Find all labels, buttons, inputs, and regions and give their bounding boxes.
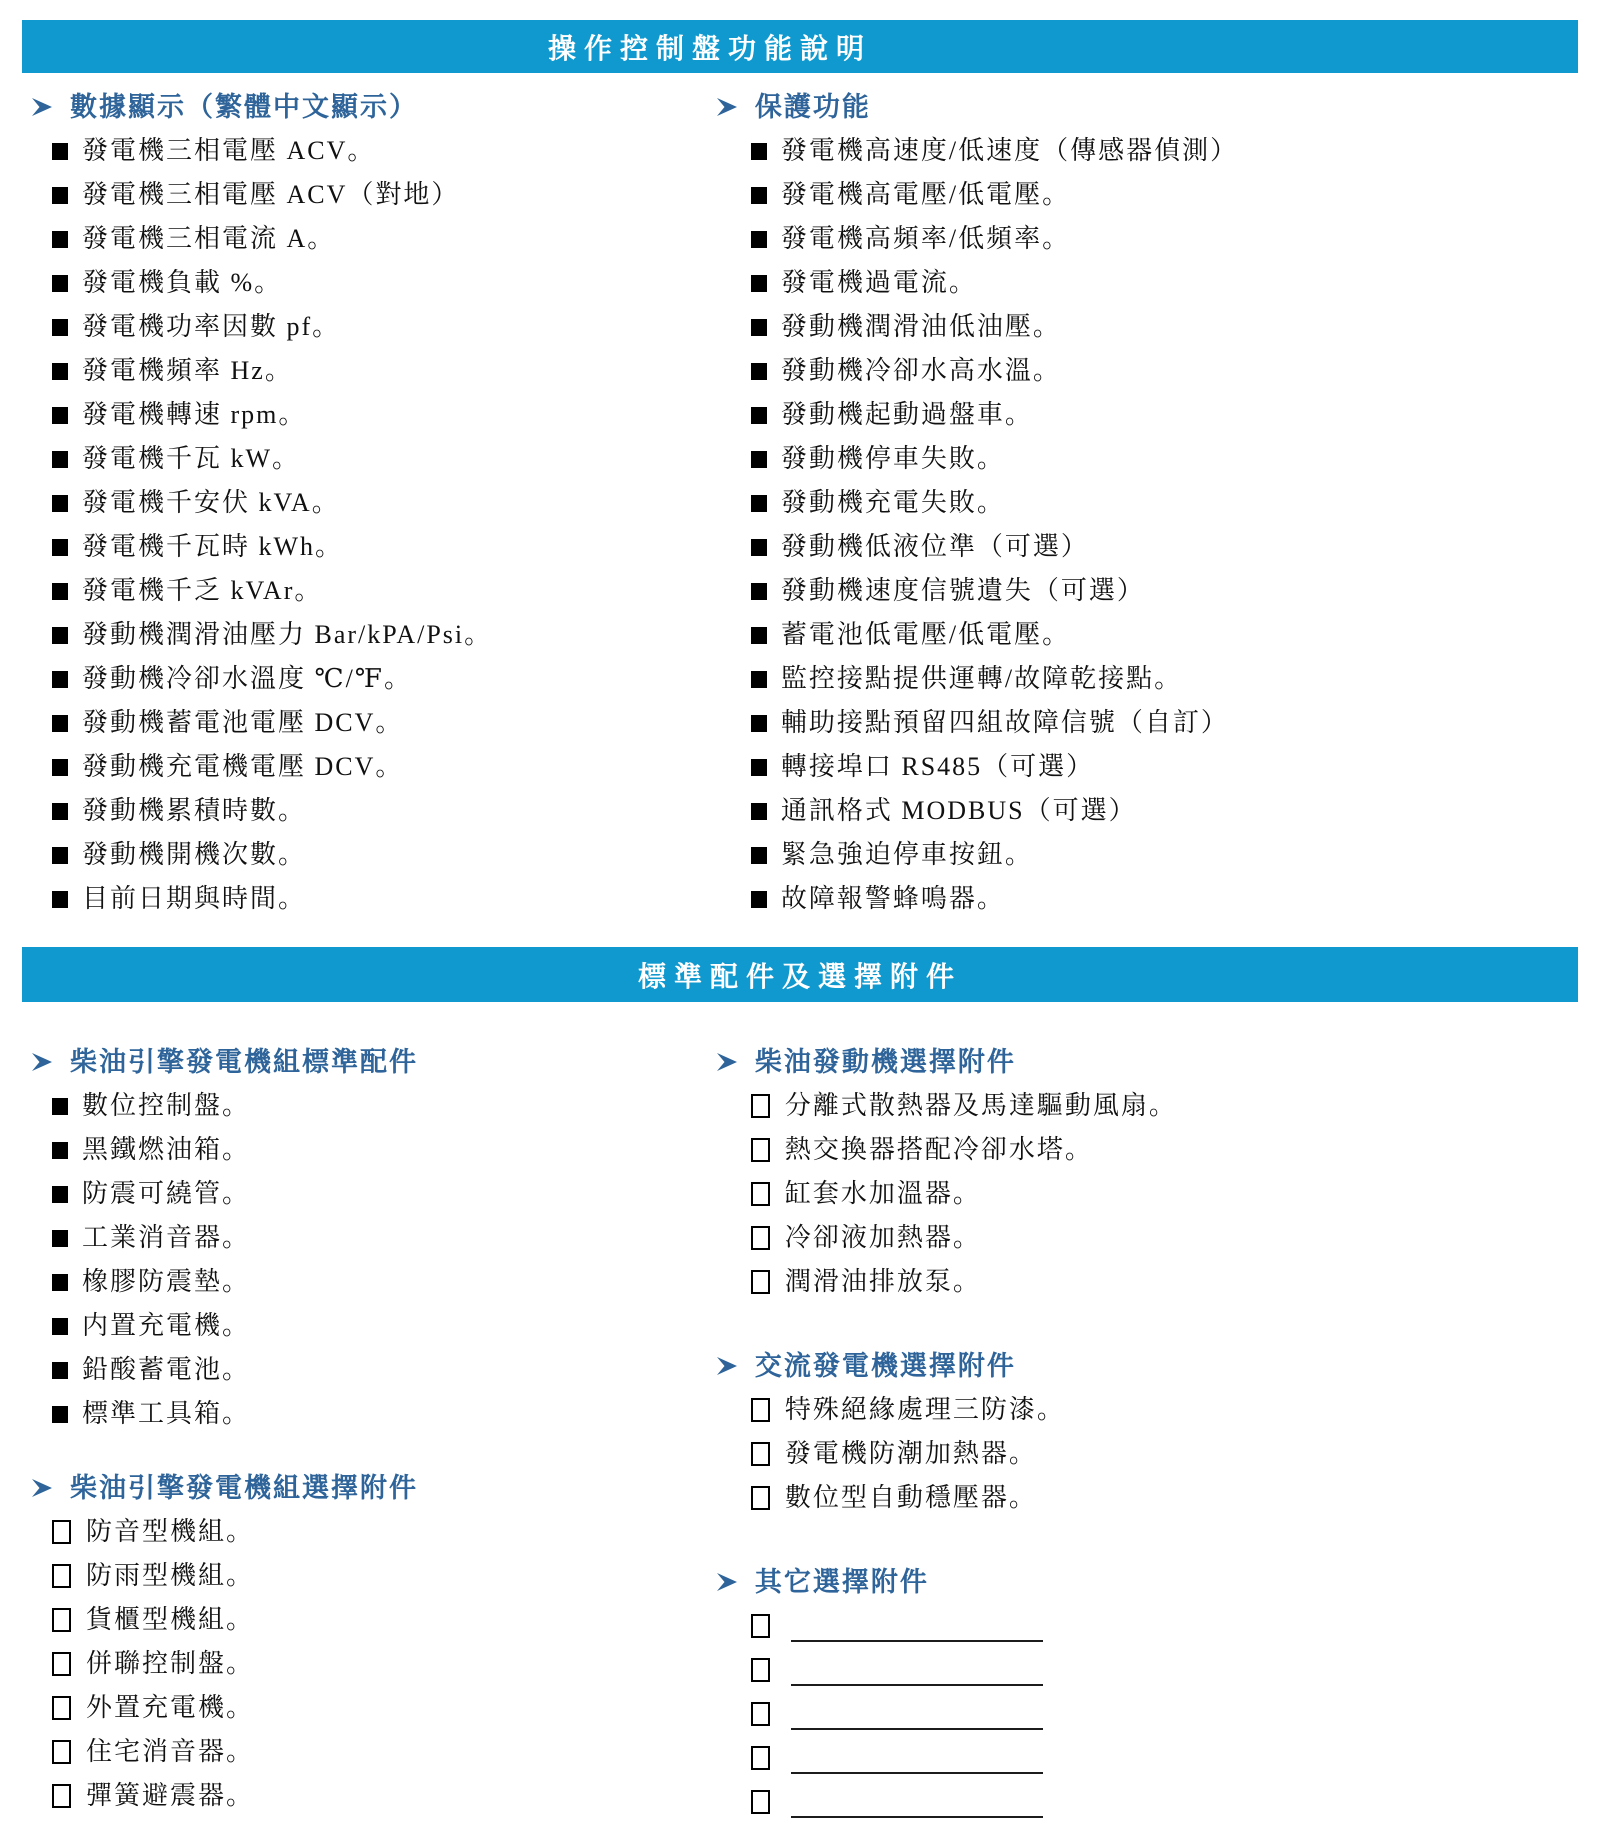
option-checkbox[interactable] [751,1614,770,1638]
filled-square-bullet-icon [52,1362,68,1379]
filled-square-bullet-icon [52,451,68,468]
filled-square-bullet-icon [52,627,68,644]
item-label: 發動機潤滑油壓力 Bar/kPA/Psi。 [82,620,493,649]
blank-fill-line[interactable] [791,1654,1043,1686]
filled-square-bullet-icon [52,275,68,292]
list-item [52,261,715,305]
list-item-blank [751,1648,1576,1692]
item-label: 發電機三相電壓 ACV。 [82,136,376,165]
list-item [751,437,1576,481]
list-item [52,1304,715,1348]
arrow-bullet-icon [715,1570,739,1594]
item-label: 内置充電機。 [82,1311,251,1340]
option-checkbox[interactable] [52,1608,71,1632]
item-label: 外置充電機。 [86,1693,255,1722]
list-item [52,129,715,173]
option-checkbox[interactable] [751,1094,770,1118]
item-label: 發動機停車失敗。 [780,444,1005,473]
filled-square-bullet-icon [52,231,68,248]
item-list [30,1510,715,1818]
item-label: 發電機防潮加熱器。 [784,1439,1037,1468]
arrow-bullet-icon [30,1050,54,1074]
item-label: 潤滑油排放泵。 [784,1267,981,1296]
arrow-bullet-icon [30,1476,54,1500]
option-checkbox[interactable] [52,1520,71,1544]
feature-group [715,1040,1576,1304]
list-item-blank [751,1604,1576,1648]
filled-square-bullet-icon [52,759,68,776]
item-label: 工業消音器。 [82,1223,251,1252]
option-checkbox[interactable] [751,1658,770,1682]
filled-square-bullet-icon [751,319,767,336]
section2-content [0,1002,1600,1824]
section2-title: 標準配件及選擇附件 [637,961,962,993]
list-item [751,525,1576,569]
option-checkbox[interactable] [52,1564,71,1588]
item-label: 發動機起動過盤車。 [780,400,1033,429]
item-label: 防雨型機組。 [86,1561,255,1590]
item-label: 故障報警蜂鳴器。 [780,884,1005,913]
list-item [751,569,1576,613]
item-label: 發動機充電失敗。 [780,488,1005,517]
feature-group [30,85,715,921]
list-item [52,1348,715,1392]
list-item [52,1554,715,1598]
filled-square-bullet-icon [751,583,767,600]
item-label: 發動機冷卻水溫度 ℃/℉。 [82,664,413,693]
list-item [751,701,1576,745]
list-item [52,1084,715,1128]
list-item [751,789,1576,833]
item-list [715,129,1576,921]
filled-square-bullet-icon [52,891,68,908]
group-heading [30,1466,715,1510]
item-label: 目前日期與時間。 [82,884,307,913]
list-item [52,1774,715,1818]
list-item [52,305,715,349]
list-item [751,1260,1576,1304]
group-heading [30,1040,715,1084]
list-item [52,1642,715,1686]
filled-square-bullet-icon [52,539,68,556]
list-item [52,525,715,569]
arrow-bullet-icon [715,1354,739,1378]
list-item [52,1392,715,1436]
item-list [715,1604,1576,1824]
list-item [751,1432,1576,1476]
filled-square-bullet-icon [52,803,68,820]
item-label: 發電機千瓦時 kWh。 [82,532,344,561]
option-checkbox[interactable] [751,1182,770,1206]
option-checkbox[interactable] [52,1784,71,1808]
feature-group [30,1466,715,1818]
item-label: 轉接埠口 RS485（可選） [780,752,1095,781]
filled-square-bullet-icon [751,715,767,732]
item-label: 彈簧避震器。 [86,1781,255,1810]
list-item [751,481,1576,525]
list-item-blank [751,1692,1576,1736]
list-item [751,657,1576,701]
list-item [52,569,715,613]
feature-group [715,85,1576,921]
filled-square-bullet-icon [52,187,68,204]
option-checkbox[interactable] [751,1398,770,1422]
filled-square-bullet-icon [52,1230,68,1247]
list-item [751,393,1576,437]
group-heading-label: 柴油發動機選擇附件 [754,1047,1016,1077]
item-label: 發電機頻率 Hz。 [82,356,293,385]
group-heading [715,1560,1576,1604]
blank-fill-line[interactable] [791,1698,1043,1730]
list-item [52,1510,715,1554]
list-item [751,1084,1576,1128]
blank-fill-line[interactable] [791,1786,1043,1818]
filled-square-bullet-icon [751,803,767,820]
item-label: 缸套水加溫器。 [784,1179,981,1208]
list-item [751,217,1576,261]
item-label: 發電機負載 %。 [82,268,283,297]
filled-square-bullet-icon [751,363,767,380]
blank-fill-line[interactable] [791,1610,1043,1642]
group-heading-label: 柴油引擎發電機組標準配件 [70,1047,418,1077]
blank-fill-line[interactable] [791,1742,1043,1774]
list-item [751,261,1576,305]
filled-square-bullet-icon [52,1318,68,1335]
item-label: 併聯控制盤。 [86,1649,255,1678]
item-label: 緊急強迫停車按鈕。 [780,840,1033,869]
list-item [751,349,1576,393]
filled-square-bullet-icon [751,231,767,248]
filled-square-bullet-icon [751,891,767,908]
filled-square-bullet-icon [751,495,767,512]
item-label: 發動機蓄電池電壓 DCV。 [82,708,404,737]
list-item [751,129,1576,173]
arrow-bullet-icon [715,95,739,119]
item-label: 通訊格式 MODBUS（可選） [780,796,1137,825]
item-label: 發電機功率因數 pf。 [82,312,341,341]
item-label: 鉛酸蓄電池。 [82,1355,251,1384]
option-checkbox[interactable] [52,1652,71,1676]
filled-square-bullet-icon [751,143,767,160]
option-checkbox[interactable] [751,1746,770,1770]
item-label: 標準工具箱。 [82,1399,251,1428]
list-item-blank [751,1736,1576,1780]
filled-square-bullet-icon [751,275,767,292]
item-label: 發動機充電機電壓 DCV。 [82,752,404,781]
feature-group [715,1560,1576,1824]
list-item [52,877,715,921]
group-heading [715,85,1576,129]
option-checkbox[interactable] [751,1702,770,1726]
item-label: 發動機速度信號遺失（可選） [780,576,1145,605]
filled-square-bullet-icon [751,671,767,688]
item-label: 數位型自動穩壓器。 [784,1483,1037,1512]
item-label: 防音型機組。 [86,1517,255,1546]
item-label: 發電機千瓦 kW。 [82,444,301,473]
section1-title-bar [22,20,1578,73]
item-label: 發電機高電壓/低電壓。 [780,180,1071,209]
item-label: 防震可繞管。 [82,1179,251,1208]
item-label: 冷卻液加熱器。 [784,1223,981,1252]
item-label: 特殊絕緣處理三防漆。 [784,1395,1065,1424]
option-checkbox[interactable] [751,1138,770,1162]
option-checkbox[interactable] [751,1226,770,1250]
list-item [751,1128,1576,1172]
item-list [715,1084,1576,1304]
list-item [52,349,715,393]
item-label: 發動機低液位準（可選） [780,532,1089,561]
item-label: 橡膠防震墊。 [82,1267,251,1296]
item-list [715,1388,1576,1520]
list-item [751,613,1576,657]
item-label: 發電機三相電壓 ACV（對地） [82,180,460,209]
group-heading-label: 數據顯示（繁體中文顯示） [70,92,418,122]
item-label: 熱交換器搭配冷卻水塔。 [784,1135,1093,1164]
list-item [52,173,715,217]
section1-title: 操作控制盤功能說明 [547,33,872,65]
arrow-bullet-icon [715,1050,739,1074]
list-item [751,745,1576,789]
item-label: 發電機千安伏 kVA。 [82,488,340,517]
list-item [52,745,715,789]
item-label: 發電機高速度/低速度（傳感器偵測） [780,136,1239,165]
feature-group [30,1040,715,1436]
item-label: 發電機千乏 kVAr。 [82,576,323,605]
list-item [52,393,715,437]
list-item [52,1260,715,1304]
group-heading [30,85,715,129]
item-label: 蓄電池低電壓/低電壓。 [780,620,1071,649]
section2-title-bar [22,947,1578,1002]
filled-square-bullet-icon [52,143,68,160]
option-checkbox[interactable] [52,1740,71,1764]
list-item [52,1598,715,1642]
list-item [52,833,715,877]
option-checkbox[interactable] [52,1696,71,1720]
option-checkbox[interactable] [751,1442,770,1466]
list-item [751,1388,1576,1432]
list-item [52,701,715,745]
group-heading [715,1040,1576,1084]
filled-square-bullet-icon [52,715,68,732]
section2-right-column [715,1002,1576,1824]
filled-square-bullet-icon [52,495,68,512]
list-item [751,173,1576,217]
item-label: 發動機累積時數。 [82,796,307,825]
filled-square-bullet-icon [52,363,68,380]
arrow-bullet-icon [30,95,54,119]
feature-group [715,1344,1576,1520]
item-label: 分離式散熱器及馬達驅動風扇。 [784,1091,1177,1120]
list-item [52,1172,715,1216]
item-label: 發動機開機次數。 [82,840,307,869]
spec-document [0,20,1600,1836]
group-heading [715,1344,1576,1388]
list-item [751,1476,1576,1520]
filled-square-bullet-icon [52,583,68,600]
filled-square-bullet-icon [52,1186,68,1203]
filled-square-bullet-icon [52,671,68,688]
filled-square-bullet-icon [52,1274,68,1291]
list-item [751,305,1576,349]
filled-square-bullet-icon [52,1142,68,1159]
filled-square-bullet-icon [751,847,767,864]
list-item [52,437,715,481]
filled-square-bullet-icon [52,1098,68,1115]
filled-square-bullet-icon [751,539,767,556]
section1-left-column [30,73,715,921]
item-label: 發動機潤滑油低油壓。 [780,312,1061,341]
item-label: 發電機三相電流 A。 [82,224,336,253]
list-item [52,1730,715,1774]
group-heading-label: 保護功能 [754,92,871,122]
item-label: 數位控制盤。 [82,1091,251,1120]
section2-left-column [30,1002,715,1818]
option-checkbox[interactable] [751,1486,770,1510]
filled-square-bullet-icon [751,759,767,776]
item-label: 監控接點提供運轉/故障乾接點。 [780,664,1183,693]
filled-square-bullet-icon [751,451,767,468]
list-item [751,1172,1576,1216]
list-item [52,217,715,261]
filled-square-bullet-icon [52,1406,68,1423]
list-item [52,1686,715,1730]
filled-square-bullet-icon [52,407,68,424]
section2-columns [30,1002,1576,1824]
item-label: 發電機過電流。 [780,268,977,297]
group-heading-label: 柴油引擎發電機組選擇附件 [70,1473,418,1503]
item-list [30,1084,715,1436]
filled-square-bullet-icon [52,847,68,864]
item-label: 發電機高頻率/低頻率。 [780,224,1071,253]
item-label: 貨櫃型機組。 [86,1605,255,1634]
section1-content [0,73,1600,921]
list-item [751,1216,1576,1260]
item-label: 黑鐵燃油箱。 [82,1135,251,1164]
item-label: 發電機轉速 rpm。 [82,400,307,429]
group-heading-label: 其它選擇附件 [754,1567,929,1597]
filled-square-bullet-icon [52,319,68,336]
list-item [52,1128,715,1172]
group-heading-label: 交流發電機選擇附件 [754,1351,1016,1381]
item-list [30,129,715,921]
section1-right-column [715,73,1576,921]
item-label: 發動機冷卻水高水溫。 [780,356,1061,385]
list-item [52,789,715,833]
list-item [751,877,1576,921]
filled-square-bullet-icon [751,627,767,644]
list-item [52,657,715,701]
list-item [52,481,715,525]
filled-square-bullet-icon [751,187,767,204]
list-item [751,833,1576,877]
item-label: 住宅消音器。 [86,1737,255,1766]
list-item [52,613,715,657]
option-checkbox[interactable] [751,1790,770,1814]
filled-square-bullet-icon [751,407,767,424]
option-checkbox[interactable] [751,1270,770,1294]
list-item-blank [751,1780,1576,1824]
list-item [52,1216,715,1260]
item-label: 輔助接點預留四組故障信號（自訂） [780,708,1229,737]
section1-columns [30,73,1576,921]
